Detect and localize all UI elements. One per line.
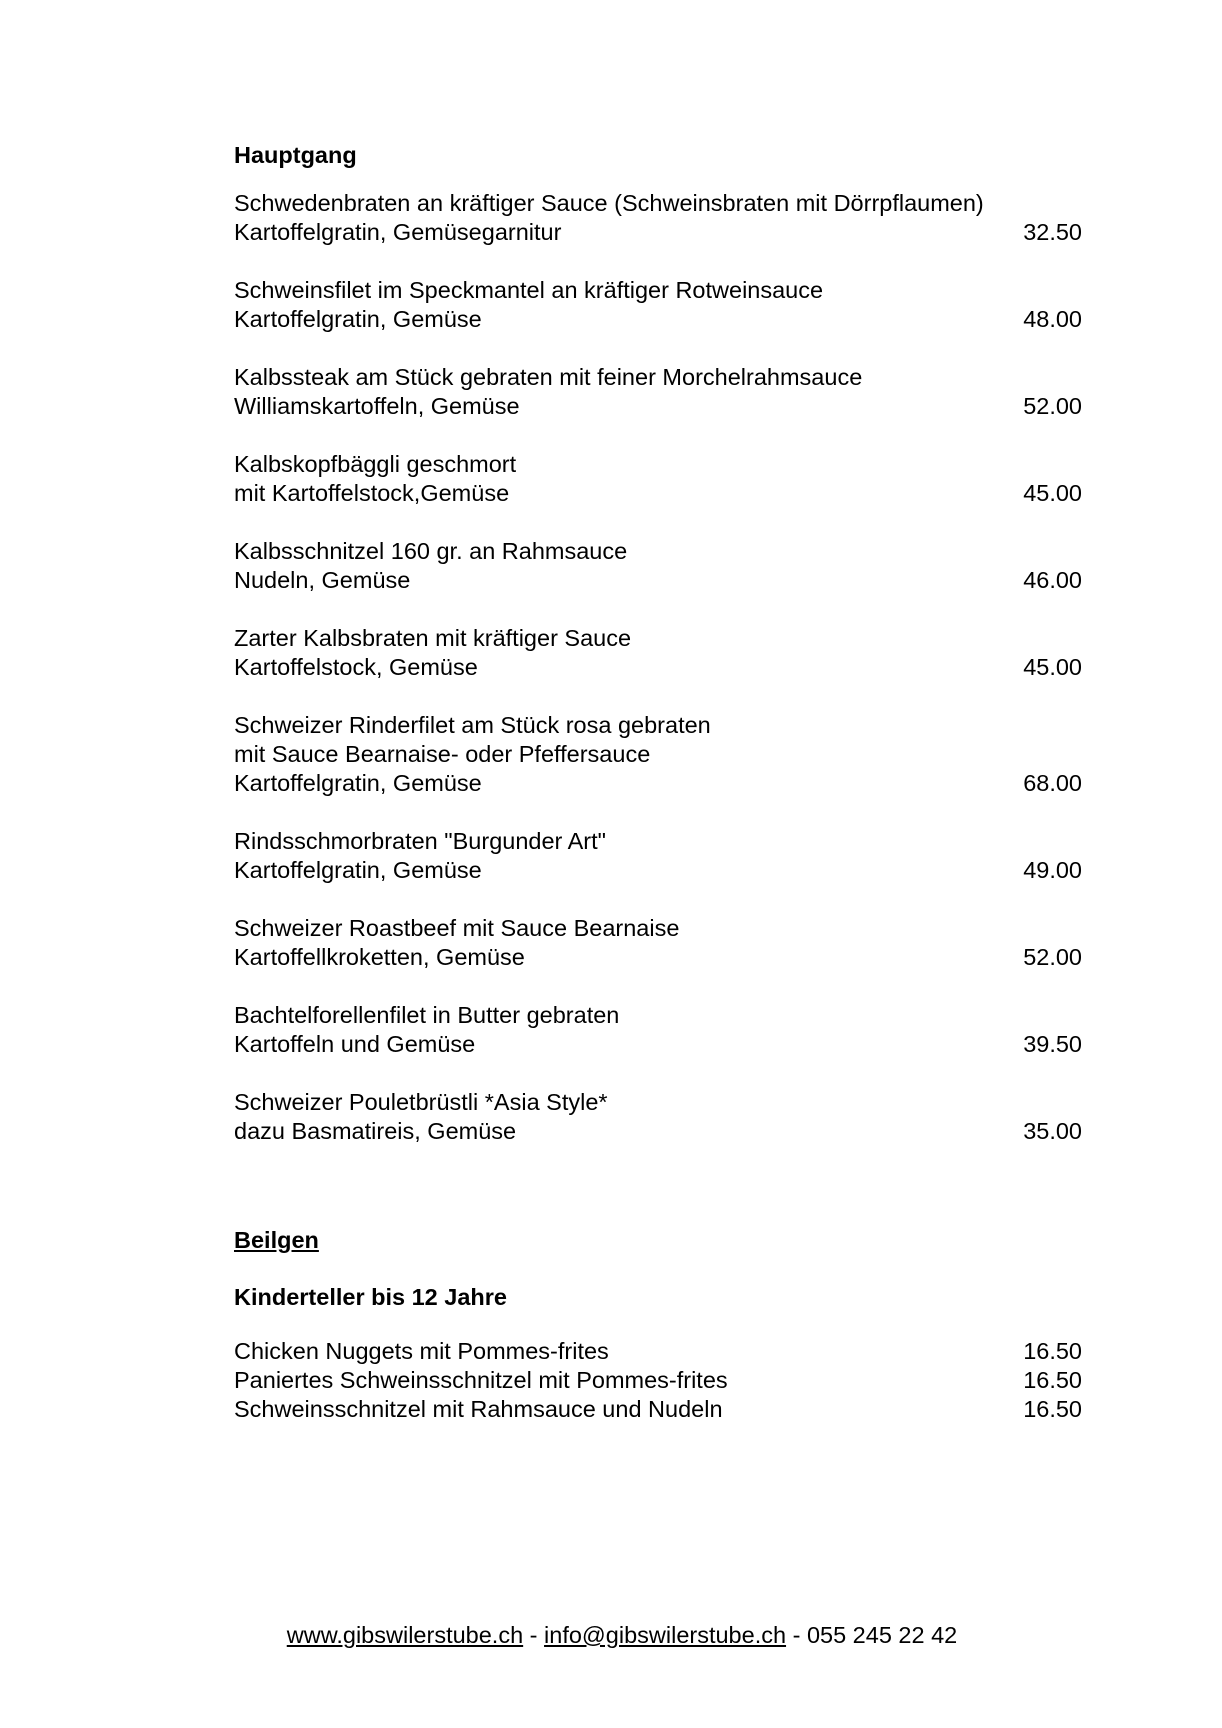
dish-item bbox=[234, 1001, 1082, 1059]
dish-list bbox=[234, 189, 1082, 1146]
section-title-sides: Beilgen bbox=[234, 1227, 319, 1253]
dish-item bbox=[234, 276, 1082, 334]
dish-description: dazu Basmatireis, Gemüse bbox=[234, 1118, 517, 1144]
kids-item-price: 16.50 bbox=[1023, 1396, 1082, 1422]
dish-price: 45.00 bbox=[1023, 654, 1082, 680]
dish-description: Kartoffelgratin, Gemüse bbox=[234, 770, 482, 796]
dish-price: 48.00 bbox=[1023, 306, 1082, 332]
section-title-main-course: Hauptgang bbox=[234, 142, 357, 168]
dish-name: Schwedenbraten an kräftiger Sauce (Schweinsbraten mit Dörrpflaumen) bbox=[234, 190, 984, 216]
dish-name: Kalbsschnitzel 160 gr. an Rahmsauce bbox=[234, 538, 628, 564]
footer-separator: - bbox=[786, 1622, 807, 1648]
kids-item bbox=[234, 1395, 1082, 1424]
dish-item bbox=[234, 363, 1082, 421]
kids-item-name: Chicken Nuggets mit Pommes-frites bbox=[234, 1338, 609, 1364]
dish-description: Nudeln, Gemüse bbox=[234, 567, 411, 593]
email-link[interactable]: info@gibswilerstube.ch bbox=[544, 1622, 787, 1648]
dish-description: Kartoffelgratin, Gemüsegarnitur bbox=[234, 219, 562, 245]
dish-item bbox=[234, 537, 1082, 595]
dish-price: 49.00 bbox=[1023, 857, 1082, 883]
kids-item-name: Schweinsschnitzel mit Rahmsauce und Nudeln bbox=[234, 1396, 723, 1422]
dish-price: 35.00 bbox=[1023, 1118, 1082, 1144]
dish-price: 32.50 bbox=[1023, 219, 1082, 245]
dish-price: 45.00 bbox=[1023, 480, 1082, 506]
dish-name: Schweizer Roastbeef mit Sauce Bearnaise bbox=[234, 915, 680, 941]
dish-description: Kartoffeln und Gemüse bbox=[234, 1031, 476, 1057]
dish-name: Rindsschmorbraten "Burgunder Art" bbox=[234, 828, 606, 854]
dish-description: Kartoffelstock, Gemüse bbox=[234, 654, 478, 680]
footer-separator: - bbox=[523, 1622, 545, 1648]
kids-item-price: 16.50 bbox=[1023, 1367, 1082, 1393]
phone-number: 055 245 22 42 bbox=[806, 1622, 958, 1648]
menu-page bbox=[234, 141, 1082, 1424]
kids-item bbox=[234, 1366, 1082, 1395]
dish-description: mit Kartoffelstock,Gemüse bbox=[234, 480, 510, 506]
dish-item bbox=[234, 914, 1082, 972]
dish-description: Kartoffellkroketten, Gemüse bbox=[234, 944, 525, 970]
dish-description: mit Sauce Bearnaise- oder Pfeffersauce bbox=[234, 741, 651, 767]
dish-price: 46.00 bbox=[1023, 567, 1082, 593]
kids-list bbox=[234, 1337, 1082, 1424]
dish-item bbox=[234, 827, 1082, 885]
dish-price: 39.50 bbox=[1023, 1031, 1082, 1057]
dish-price: 68.00 bbox=[1023, 770, 1082, 796]
kids-item bbox=[234, 1337, 1082, 1366]
dish-name: Zarter Kalbsbraten mit kräftiger Sauce bbox=[234, 625, 632, 651]
website-link[interactable]: www.gibswilerstube.ch bbox=[286, 1622, 524, 1648]
dish-name: Schweinsfilet im Speckmantel an kräftiger Rotweinsauce bbox=[234, 277, 824, 303]
dish-item bbox=[234, 450, 1082, 508]
dish-description: Kartoffelgratin, Gemüse bbox=[234, 857, 482, 883]
dish-price: 52.00 bbox=[1023, 393, 1082, 419]
dish-description: Kartoffelgratin, Gemüse bbox=[234, 306, 482, 332]
section-title-kids: Kinderteller bis 12 Jahre bbox=[234, 1284, 507, 1310]
dish-description: Williamskartoffeln, Gemüse bbox=[234, 393, 520, 419]
dish-item bbox=[234, 189, 1082, 247]
footer-contact bbox=[0, 1621, 1222, 1650]
dish-name: Schweizer Rinderfilet am Stück rosa gebraten bbox=[234, 712, 711, 738]
dish-item bbox=[234, 711, 1082, 798]
kids-item-name: Paniertes Schweinsschnitzel mit Pommes-frites bbox=[234, 1367, 728, 1393]
dish-item bbox=[234, 1088, 1082, 1146]
dish-name: Kalbskopfbäggli geschmort bbox=[234, 451, 517, 477]
dish-price: 52.00 bbox=[1023, 944, 1082, 970]
dish-item bbox=[234, 624, 1082, 682]
dish-name: Schweizer Pouletbrüstli *Asia Style* bbox=[234, 1089, 608, 1115]
kids-item-price: 16.50 bbox=[1023, 1338, 1082, 1364]
dish-name: Kalbssteak am Stück gebraten mit feiner Morchelrahmsauce bbox=[234, 364, 863, 390]
dish-name: Bachtelforellenfilet in Butter gebraten bbox=[234, 1002, 620, 1028]
